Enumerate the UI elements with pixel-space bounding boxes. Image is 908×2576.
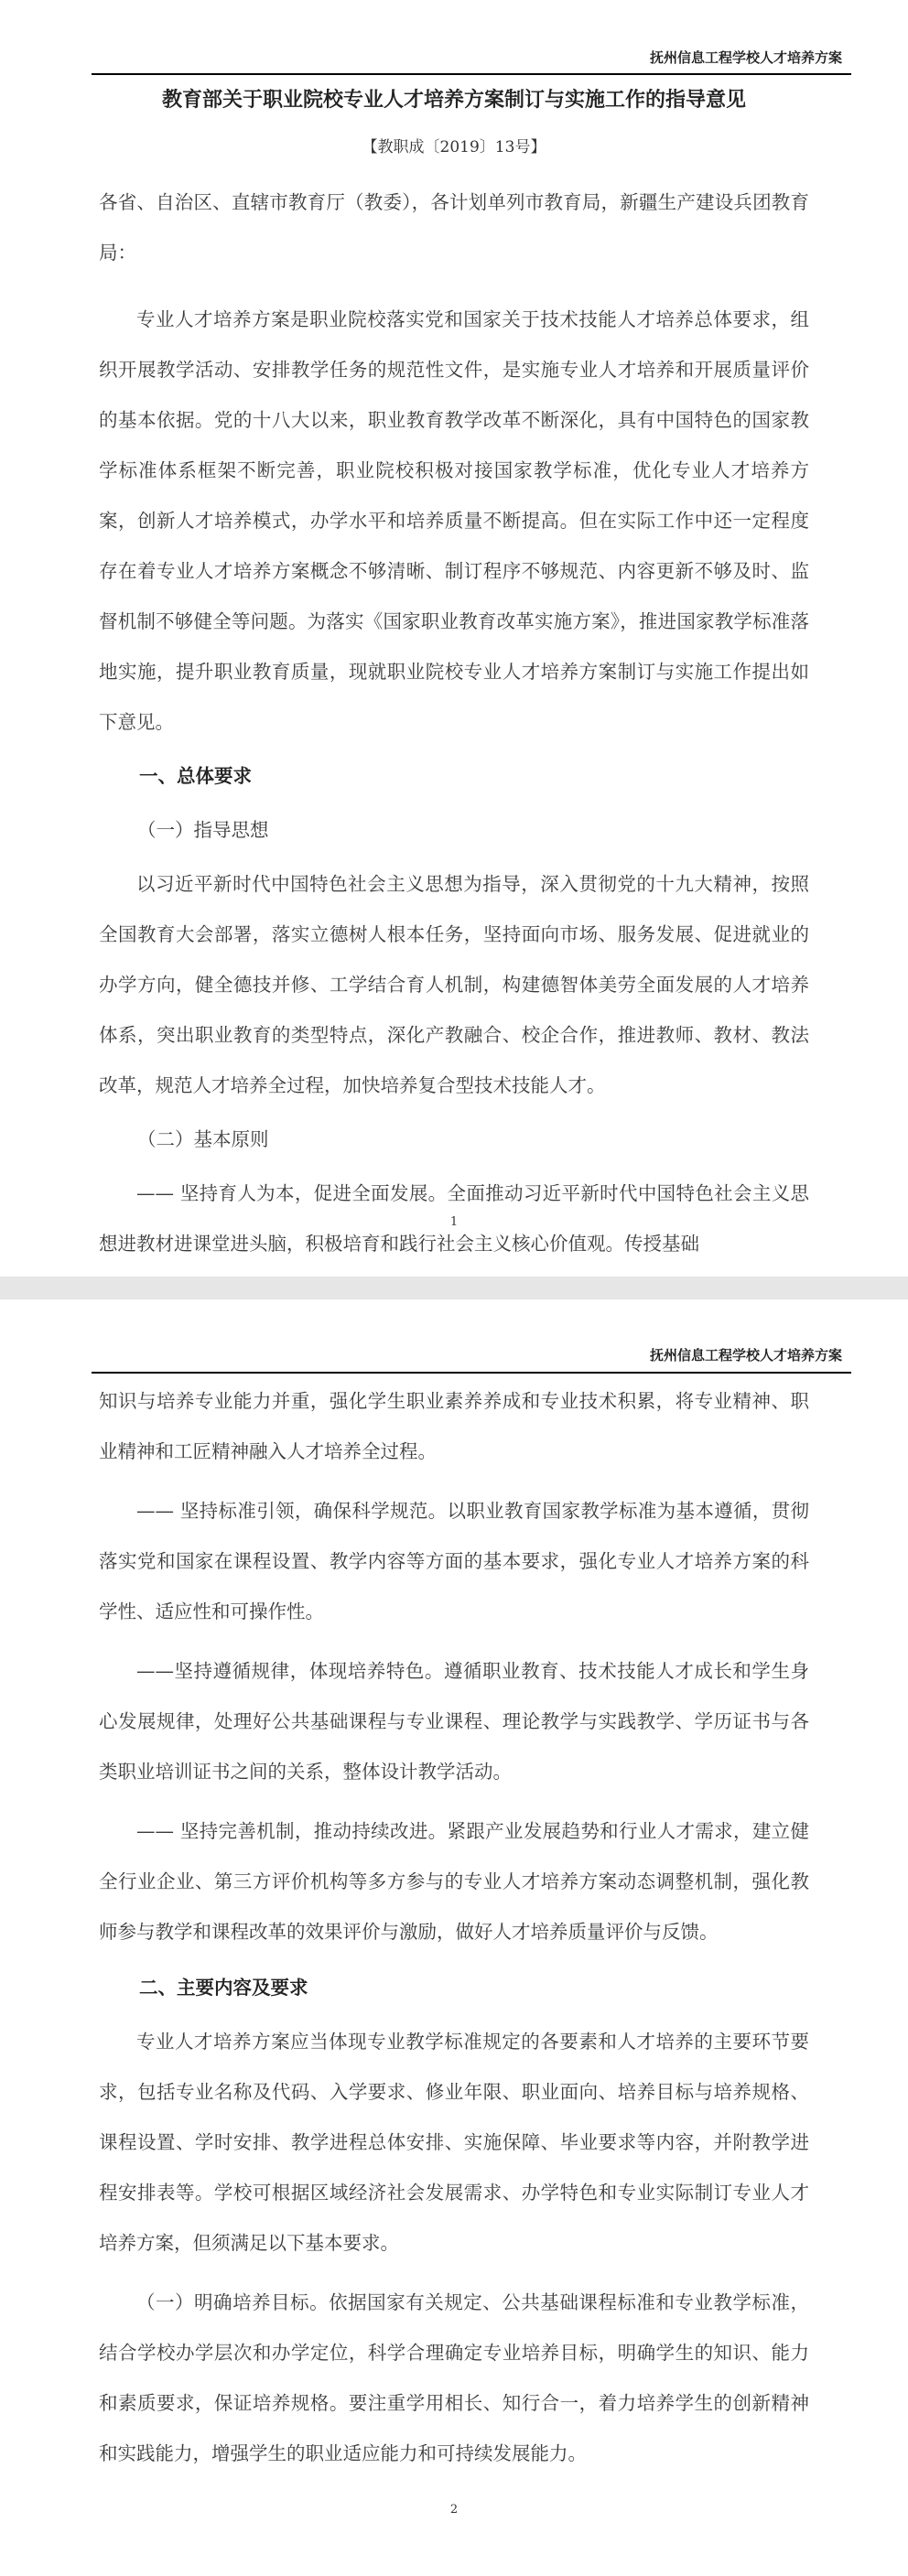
page-1-body [99,178,809,1269]
principle-1-paragraph: —— 坚持育人为本，促进全面发展。全面推动习近平新时代中国特色社会主义思想进教材进课堂进头脑，积极培育和践行社会主义核心价值观。传授基础 [99,1182,809,1255]
document-number: 【教职成〔2019〕13号】 [362,138,546,156]
page-2-body [99,1376,809,2479]
subsection-1-heading: （一）指导思想 [137,819,269,841]
principle-3-paragraph: ——坚持遵循规律，体现培养特色。遵循职业教育、技术技能人才成长和学生身心发展规律，处理好公共基础课程与专业课程、理论教学与实践教学、学历证书与各类职业培训证书之间的关系，整体设计教学活动。 [99,1660,809,1783]
page-separator [0,1277,908,1299]
page-header: 抚州信息工程学校人才培养方案 [649,49,842,66]
section-2-heading: 二、主要内容及要求 [139,1977,308,1999]
document-title: 教育部关于职业院校专业人才培养方案制订与实施工作的指导意见 [161,89,746,112]
header-divider [92,1372,851,1374]
item-1-paragraph: （一）明确培养目标。依据国家有关规定、公共基础课程标准和专业教学标准，结合学校办学层次和办学定位，科学合理确定专业培养目标，明确学生的知识、能力和素质要求，保证培养规格。要注重学用相长、知行合一，着力培养学生的创新精神和实践能力，增强学生的职业适应能力和可持续发展能力。 [99,2291,809,2464]
document-page-1 [0,0,908,1277]
principle-4-paragraph: —— 坚持完善机制，推动持续改进。紧跟产业发展趋势和行业人才需求，建立健全行业企业、第三方评价机构等多方参与的专业人才培养方案动态调整机制，强化教师参与教学和课程改革的效果评价与激励，做好人才培养质量评价与反馈。 [99,1820,809,1943]
salutation: 各省、自治区、直辖市教育厅（教委），各计划单列市教育局，新疆生产建设兵团教育局： [99,191,809,264]
document-page-2 [0,1299,908,2576]
principle-1-continued: 知识与培养专业能力并重，强化学生职业素养养成和专业技术积累，将专业精神、职业精神和工匠精神融入人才培养全过程。 [99,1390,809,1462]
page-header: 抚州信息工程学校人才培养方案 [649,1347,842,1363]
header-divider [92,73,851,75]
subsection-2-heading: （二）基本原则 [137,1128,269,1150]
guiding-ideology-paragraph: 以习近平新时代中国特色社会主义思想为指导，深入贯彻党的十九大精神，按照全国教育大会部署，落实立德树人根本任务，坚持面向市场、服务发展、促进就业的办学方向，健全德技并修、工学结合育人机制，构建德智体美劳全面发展的人才培养体系，突出职业教育的类型特点，深化产教融合、校企合作，推进教师、教材、教法改革，规范人才培养全过程，加快培养复合型技术技能人才。 [99,873,809,1096]
page-number: 1 [449,1215,459,1229]
principle-2-paragraph: —— 坚持标准引领，确保科学规范。以职业教育国家教学标准为基本遵循，贯彻落实党和国家在课程设置、教学内容等方面的基本要求，强化专业人才培养方案的科学性、适应性和可操作性。 [99,1500,809,1622]
page-number: 2 [449,2503,459,2517]
section-2-paragraph: 专业人才培养方案应当体现专业教学标准规定的各要素和人才培养的主要环节要求，包括专业名称及代码、入学要求、修业年限、职业面向、培养目标与培养规格、课程设置、学时安排、教学进程总体安排、实施保障、毕业要求等内容，并附教学进程安排表等。学校可根据区域经济社会发展需求、办学特色和专业实际制订专业人才培养方案，但须满足以下基本要求。 [99,2031,809,2254]
section-1-heading: 一、总体要求 [139,765,252,787]
intro-paragraph: 专业人才培养方案是职业院校落实党和国家关于技术技能人才培养总体要求，组织开展教学活动、安排教学任务的规范性文件，是实施专业人才培养和开展质量评价的基本依据。党的十八大以来，职业教育教学改革不断深化，具有中国特色的国家教学标准体系框架不断完善，职业院校积极对接国家教学标准，优化专业人才培养方案，创新人才培养模式，办学水平和培养质量不断提高。但在实际工作中还一定程度存在着专业人才培养方案概念不够清晰、制订程序不够规范、内容更新不够及时、监督机制不够健全等问题。为落实《国家职业教育改革实施方案》，推进国家教学标准落地实施，提升职业教育质量，现就职业院校专业人才培养方案制订与实施工作提出如下意见。 [99,308,809,733]
